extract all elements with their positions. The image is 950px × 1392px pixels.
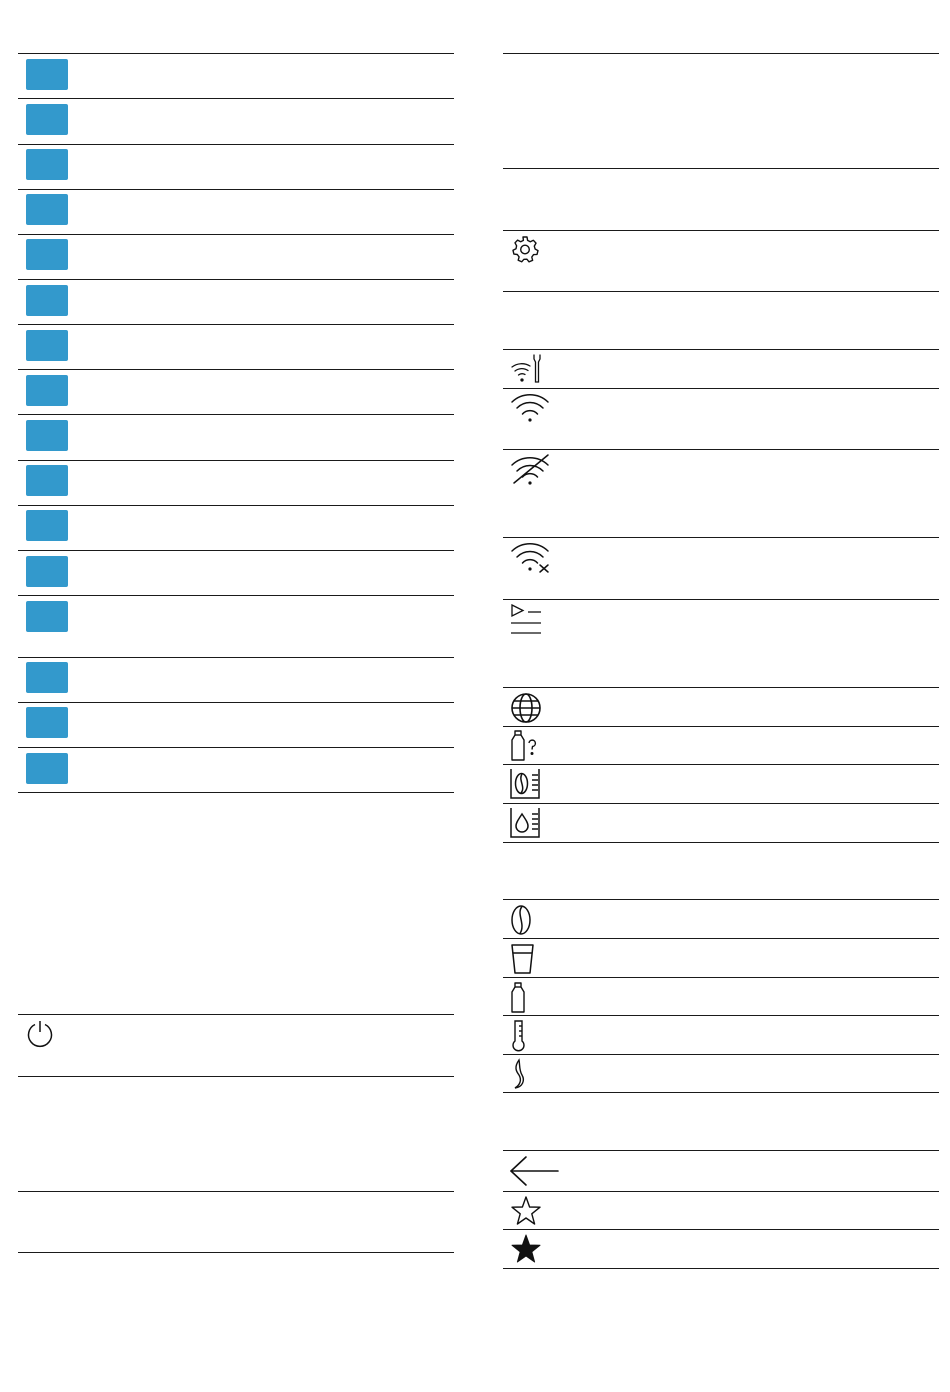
table-rule — [18, 144, 454, 145]
bean-container-level-icon — [509, 767, 543, 801]
steam-icon — [510, 1058, 530, 1090]
blue-swatch-icon — [26, 375, 68, 406]
table-rule — [503, 349, 939, 350]
table-rule — [503, 168, 939, 169]
table-rule — [18, 234, 454, 235]
blue-swatch-icon — [26, 420, 68, 451]
table-rule — [18, 324, 454, 325]
blue-swatch-icon — [26, 753, 68, 784]
table-rule — [503, 449, 939, 450]
blue-swatch-icon — [26, 556, 68, 587]
table-rule — [18, 1076, 454, 1077]
table-rule — [18, 460, 454, 461]
globe-icon — [510, 692, 542, 724]
table-rule — [18, 550, 454, 551]
table-rule — [18, 747, 454, 748]
table-rule — [503, 803, 939, 804]
table-rule — [18, 1252, 454, 1253]
table-rule — [503, 687, 939, 688]
blue-swatch-icon — [26, 59, 68, 90]
table-rule — [503, 1015, 939, 1016]
wifi-error-icon — [510, 541, 552, 575]
star-outline-icon — [510, 1195, 542, 1227]
table-rule — [503, 1054, 939, 1055]
table-rule — [18, 1014, 454, 1015]
table-rule — [18, 414, 454, 415]
blue-swatch-icon — [26, 104, 68, 135]
wifi-icon — [510, 392, 550, 424]
table-rule — [18, 595, 454, 596]
table-rule — [503, 938, 939, 939]
power-icon — [25, 1019, 55, 1049]
wifi-wrench-icon — [510, 353, 544, 385]
blue-swatch-icon — [26, 194, 68, 225]
arrow-left-icon — [509, 1155, 561, 1187]
table-rule — [18, 369, 454, 370]
table-rule — [18, 98, 454, 99]
blue-swatch-icon — [26, 601, 68, 632]
table-rule — [503, 726, 939, 727]
table-rule — [503, 230, 939, 231]
table-rule — [503, 899, 939, 900]
milk-bottle-icon — [510, 981, 530, 1015]
blue-swatch-icon — [26, 707, 68, 738]
table-rule — [18, 657, 454, 658]
blue-swatch-icon — [26, 149, 68, 180]
thermometer-icon — [510, 1019, 530, 1053]
table-rule — [18, 1191, 454, 1192]
table-rule — [503, 388, 939, 389]
table-rule — [503, 53, 939, 54]
blue-swatch-icon — [26, 285, 68, 316]
table-rule — [503, 599, 939, 600]
table-rule — [503, 1092, 939, 1093]
table-rule — [503, 1150, 939, 1151]
blue-swatch-icon — [26, 510, 68, 541]
wifi-off-icon — [510, 453, 550, 487]
table-rule — [503, 291, 939, 292]
table-rule — [503, 537, 939, 538]
table-rule — [18, 702, 454, 703]
play-list-icon — [509, 603, 543, 637]
coffee-bean-icon — [510, 904, 534, 936]
table-rule — [503, 1191, 939, 1192]
blue-swatch-icon — [26, 239, 68, 270]
blue-swatch-icon — [26, 662, 68, 693]
table-rule — [18, 505, 454, 506]
table-rule — [18, 792, 454, 793]
gear-icon — [510, 235, 540, 265]
table-rule — [503, 1229, 939, 1230]
table-rule — [18, 189, 454, 190]
cup-icon — [510, 943, 536, 975]
milk-bottle-question-icon — [510, 729, 540, 763]
star-filled-icon — [510, 1233, 542, 1265]
table-rule — [503, 977, 939, 978]
blue-swatch-icon — [26, 465, 68, 496]
table-rule — [18, 279, 454, 280]
water-container-level-icon — [509, 806, 543, 840]
table-rule — [503, 1268, 939, 1269]
table-rule — [503, 842, 939, 843]
table-rule — [503, 764, 939, 765]
blue-swatch-icon — [26, 330, 68, 361]
table-rule — [18, 53, 454, 54]
